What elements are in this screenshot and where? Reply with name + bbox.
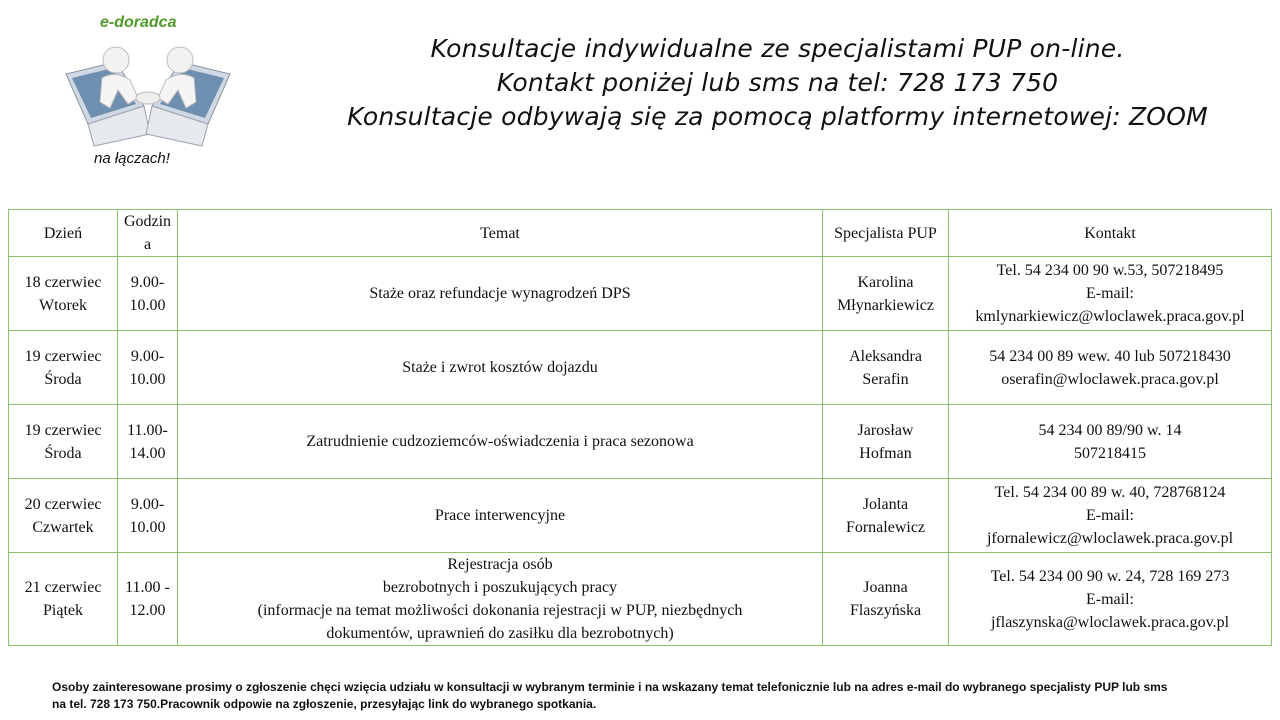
day-cell — [9, 405, 118, 479]
hour-cell-line: 12.00 — [129, 602, 166, 619]
day-cell-line: 19 czerwiec — [24, 347, 102, 365]
hour-cell-line: 11.00 - — [125, 579, 170, 596]
topic-cell — [178, 257, 823, 331]
table-row — [9, 331, 1272, 405]
header-specialist: Specjalista PUP — [823, 210, 949, 257]
headline-line-3: Konsultacje odbywają się za pomocą platformy internetowej: ZOOM — [347, 102, 1208, 131]
hour-cell — [118, 405, 178, 479]
contact-cell-line: Tel. 54 234 00 90 w. 24, 728 169 273 — [990, 567, 1230, 585]
specialist-cell-line: Flaszyńska — [849, 602, 922, 619]
contact-cell — [949, 553, 1272, 646]
table-row — [9, 553, 1272, 646]
footer-line-2: na tel. 728 173 750.Pracownik odpowie na zgłoszenie, przesyłając link do wybranego spotkania. — [52, 697, 597, 711]
topic-cell-line: Staże oraz refundacje wynagrodzeń DPS — [369, 285, 631, 302]
footer-line-1: Osoby zainteresowane prosimy o zgłoszenie chęci wzięcia udziału w konsultacji w wybranym terminie i na wskazany temat telefonicznie lub na adres e-mail do wybranego specjalisty PUP lub sms — [52, 680, 1168, 694]
contact-cell-line: E-mail: — [1086, 590, 1134, 608]
contact-cell-line: oserafin@wloclawek.praca.gov.pl — [1001, 370, 1219, 388]
day-cell-line: Środa — [44, 444, 82, 462]
logo-title: e-doradca — [100, 14, 177, 31]
header-hour: Godzin a — [118, 210, 178, 257]
day-cell-line: 18 czerwiec — [24, 273, 102, 291]
specialist-cell — [823, 553, 949, 646]
hour-cell-line: 9.00- — [130, 273, 165, 291]
contact-cell-line: Tel. 54 234 00 89 w. 40, 728768124 — [994, 484, 1226, 501]
specialist-cell-line: Aleksandra — [849, 347, 922, 365]
contact-cell — [949, 479, 1272, 553]
hour-cell — [118, 479, 178, 553]
logo — [58, 8, 238, 178]
headline — [280, 32, 1275, 134]
hour-cell-line: 10.00 — [129, 296, 166, 314]
headline-line-1: Konsultacje indywidualne ze specjalistami PUP on-line. — [430, 34, 1125, 63]
topic-cell-line: Rejestracja osób — [447, 556, 553, 573]
topic-cell-line: Zatrudnienie cudzoziemców-oświadczenia i praca sezonowa — [306, 433, 694, 450]
specialist-cell — [823, 405, 949, 479]
specialist-cell-line: Fornalewicz — [845, 518, 926, 536]
handshake-laptops-icon — [58, 34, 238, 149]
day-cell — [9, 331, 118, 405]
header-topic: Temat — [178, 210, 823, 257]
hour-cell — [118, 331, 178, 405]
topic-cell-line: dokumentów, uprawnień do zasiłku dla bezrobotnych) — [326, 625, 674, 642]
contact-cell-line: kmlynarkiewicz@wloclawek.praca.gov.pl — [975, 308, 1245, 325]
consultation-schedule-table — [8, 209, 1272, 646]
topic-cell-line: bezrobotnych i poszukujących pracy — [382, 579, 618, 596]
hour-cell-line: 9.00- — [130, 495, 165, 513]
contact-cell-line: 54 234 00 89/90 w. 14 — [1038, 421, 1182, 439]
day-cell-line: Piątek — [43, 602, 83, 619]
topic-cell-line: Staże i zwrot kosztów dojazdu — [402, 359, 598, 376]
contact-cell-line: jflaszynska@wloclawek.praca.gov.pl — [990, 613, 1230, 631]
table-row — [9, 405, 1272, 479]
specialist-cell — [823, 479, 949, 553]
specialist-cell-line: Joanna — [863, 579, 908, 596]
hour-cell — [118, 553, 178, 646]
contact-cell — [949, 405, 1272, 479]
headline-line-2: Kontakt poniżej lub sms na tel: 728 173 750 — [496, 68, 1059, 97]
footer-note — [52, 679, 1262, 713]
day-cell — [9, 257, 118, 331]
hour-cell-line: 10.00 — [129, 518, 166, 536]
day-cell — [9, 553, 118, 646]
hour-cell-line: 14.00 — [129, 444, 166, 462]
hour-cell — [118, 257, 178, 331]
specialist-cell-line: Jarosław — [857, 421, 914, 439]
topic-cell-line: (informacje na temat możliwości dokonania rejestracji w PUP, niezbędnych — [257, 602, 743, 619]
logo-subtitle: na łączach! — [94, 150, 170, 167]
contact-cell — [949, 331, 1272, 405]
table-row — [9, 479, 1272, 553]
contact-cell-line: E-mail: — [1086, 507, 1134, 524]
contact-cell-line: 54 234 00 89 wew. 40 lub 507218430 — [989, 347, 1231, 365]
day-cell-line: 21 czerwiec — [24, 579, 102, 596]
topic-cell — [178, 553, 823, 646]
specialist-cell-line: Karolina — [857, 273, 914, 291]
contact-cell-line: jfornalewicz@wloclawek.praca.gov.pl — [986, 530, 1234, 547]
header-day: Dzień — [9, 210, 118, 257]
topic-cell — [178, 331, 823, 405]
day-cell-line: Wtorek — [39, 296, 87, 314]
topic-cell — [178, 479, 823, 553]
contact-cell — [949, 257, 1272, 331]
topic-cell — [178, 405, 823, 479]
specialist-cell — [823, 257, 949, 331]
header-contact: Kontakt — [949, 210, 1272, 257]
table-header-row — [9, 210, 1272, 257]
day-cell-line: 20 czerwiec — [24, 495, 102, 513]
contact-cell-line: 507218415 — [1074, 444, 1146, 462]
specialist-cell-line: Jolanta — [862, 495, 909, 513]
table-row — [9, 257, 1272, 331]
day-cell-line: 19 czerwiec — [24, 421, 102, 439]
day-cell-line: Środa — [44, 370, 82, 388]
day-cell-line: Czwartek — [32, 518, 94, 536]
specialist-cell — [823, 331, 949, 405]
contact-cell-line: E-mail: — [1086, 285, 1134, 302]
hour-cell-line: 9.00- — [130, 347, 165, 365]
topic-cell-line: Prace interwencyjne — [434, 507, 566, 524]
specialist-cell-line: Serafin — [862, 370, 909, 388]
day-cell — [9, 479, 118, 553]
specialist-cell-line: Młynarkiewicz — [837, 296, 934, 314]
contact-cell-line: Tel. 54 234 00 90 w.53, 507218495 — [996, 262, 1224, 279]
hour-cell-line: 11.00- — [127, 421, 168, 439]
specialist-cell-line: Hofman — [859, 444, 912, 462]
hour-cell-line: 10.00 — [129, 370, 166, 388]
